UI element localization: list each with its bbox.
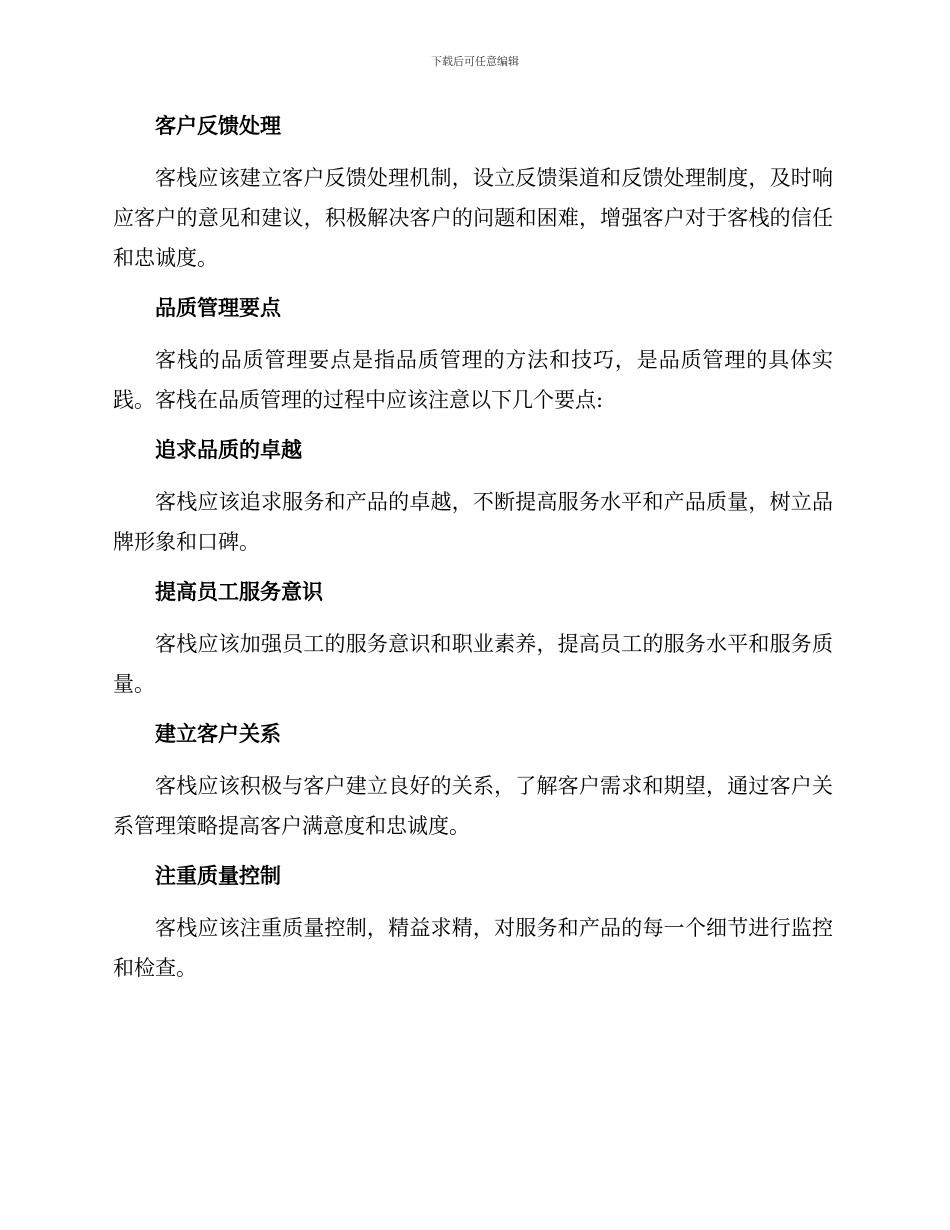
page-header-note: 下载后可任意编辑 bbox=[431, 55, 519, 68]
section-customer-relations bbox=[113, 716, 833, 846]
section-heading: 注重质量控制 bbox=[155, 864, 281, 888]
section-customer-feedback bbox=[113, 108, 833, 278]
section-heading: 品质管理要点 bbox=[155, 296, 281, 320]
section-quality-control bbox=[113, 858, 833, 988]
section-heading: 追求品质的卓越 bbox=[155, 438, 302, 462]
section-paragraph: 客栈应该追求服务和产品的卓越，不断提高服务水平和产品质量，树立品牌形象和口碑。 bbox=[113, 490, 833, 554]
section-heading: 客户反馈处理 bbox=[155, 114, 281, 138]
section-heading: 建立客户关系 bbox=[155, 722, 281, 746]
section-quality-management-points bbox=[113, 290, 833, 420]
document-body bbox=[113, 108, 833, 1000]
section-pursue-excellence bbox=[113, 432, 833, 562]
section-heading: 提高员工服务意识 bbox=[155, 580, 323, 604]
section-paragraph: 客栈的品质管理要点是指品质管理的方法和技巧，是品质管理的具体实践。客栈在品质管理的过程中应该注意以下几个要点: bbox=[113, 348, 833, 412]
section-paragraph: 客栈应该建立客户反馈处理机制，设立反馈渠道和反馈处理制度，及时响应客户的意见和建议，积极解决客户的问题和困难，增强客户对于客栈的信任和忠诚度。 bbox=[113, 166, 833, 270]
section-paragraph: 客栈应该加强员工的服务意识和职业素养，提高员工的服务水平和服务质量。 bbox=[113, 632, 833, 696]
section-paragraph: 客栈应该积极与客户建立良好的关系，了解客户需求和期望，通过客户关系管理策略提高客户满意度和忠诚度。 bbox=[113, 774, 833, 838]
section-staff-service-awareness bbox=[113, 574, 833, 704]
section-paragraph: 客栈应该注重质量控制，精益求精，对服务和产品的每一个细节进行监控和检查。 bbox=[113, 916, 833, 980]
